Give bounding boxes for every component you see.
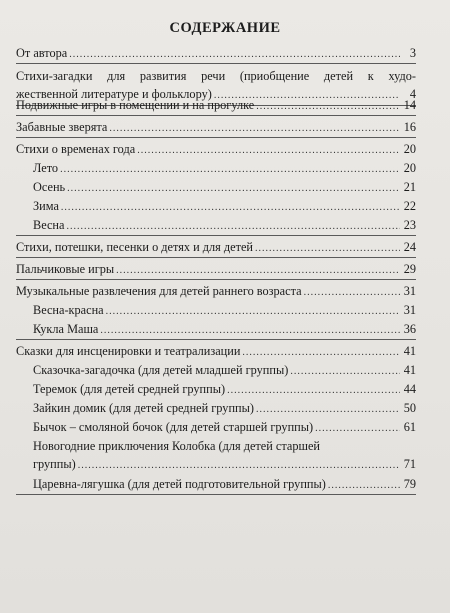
toc-entry-page: 44 xyxy=(403,382,416,396)
dot-leader xyxy=(256,98,400,116)
toc-entry-page: 4 xyxy=(409,87,416,101)
toc-entry[interactable] xyxy=(16,238,416,258)
toc-entry-title: Весна-красна xyxy=(33,303,104,317)
toc-entry-page: 20 xyxy=(403,142,416,156)
toc-entry-title: Сказки для инсценировки и театрализации xyxy=(16,344,241,358)
toc-entry-title: Зима xyxy=(33,199,59,213)
toc-subentry[interactable] xyxy=(33,301,416,321)
divider xyxy=(16,137,416,138)
dot-leader xyxy=(137,142,400,160)
toc-entry-page: 61 xyxy=(403,420,416,434)
dot-leader xyxy=(66,218,400,236)
toc-subentry[interactable] xyxy=(33,418,416,438)
divider xyxy=(16,63,416,64)
toc-entry-title: Пальчиковые игры xyxy=(16,262,115,276)
toc-entry[interactable] xyxy=(16,140,416,160)
toc-entry[interactable] xyxy=(16,96,416,116)
toc-subentry[interactable] xyxy=(33,216,416,236)
toc-entry-page: 36 xyxy=(403,322,416,336)
toc-entry[interactable] xyxy=(16,260,416,280)
toc-entry-title: Зайкин домик (для детей средней группы) xyxy=(33,401,254,415)
dot-leader xyxy=(328,477,400,495)
toc-entry-page: 3 xyxy=(409,46,416,60)
toc-entry-page: 50 xyxy=(403,401,416,415)
divider xyxy=(16,115,416,116)
toc-entry-page: 16 xyxy=(403,120,416,134)
toc-subentry[interactable] xyxy=(33,399,416,419)
dot-leader xyxy=(78,457,400,475)
dot-leader xyxy=(227,382,400,400)
toc-subentry[interactable] xyxy=(33,159,416,179)
toc-entry-page: 23 xyxy=(403,218,416,232)
divider xyxy=(16,257,416,258)
dot-leader xyxy=(61,199,400,217)
toc-entry-title: Подвижные игры в помещении и на прогулке xyxy=(16,98,255,112)
toc-entry-title: От автора xyxy=(16,46,68,60)
dot-leader xyxy=(100,322,400,340)
toc-entry[interactable] xyxy=(16,44,416,64)
toc-entry-title: Теремок (для детей средней группы) xyxy=(33,382,226,396)
toc-entry-page: 21 xyxy=(403,180,416,194)
divider xyxy=(16,235,416,236)
dot-leader xyxy=(69,46,400,64)
toc-entry-title: Царевна-лягушка (для детей подготовительной группы) xyxy=(33,477,326,491)
page-title: СОДЕРЖАНИЕ xyxy=(169,20,281,36)
toc-subentry[interactable] xyxy=(33,178,416,198)
toc-entry-title: Забавные зверята xyxy=(16,120,108,134)
toc-entry-title: Осень xyxy=(33,180,66,194)
toc-entry-title: Музыкальные развлечения для детей раннего возраста xyxy=(16,284,302,298)
toc-subentry[interactable] xyxy=(33,437,416,475)
toc-entry[interactable] xyxy=(16,282,416,302)
toc-entry-page: 24 xyxy=(403,240,416,254)
toc-entry-page: 31 xyxy=(403,303,416,317)
dot-leader xyxy=(242,344,400,362)
toc-entry-title: Стихи о временах года xyxy=(16,142,136,156)
toc-entry-title: жественной литературе и фольклору) xyxy=(16,87,212,101)
dot-leader xyxy=(290,363,400,381)
toc-subentry[interactable] xyxy=(33,361,416,381)
toc-subentry[interactable] xyxy=(33,197,416,217)
dot-leader xyxy=(116,262,400,280)
toc-entry-title: Стихи, потешки, песенки о детях и для детей xyxy=(16,240,253,254)
divider xyxy=(16,494,416,495)
toc-entry-page: 41 xyxy=(403,344,416,358)
toc-entry-title: Сказочка-загадочка (для детей младшей группы) xyxy=(33,363,289,377)
toc-entry-page: 79 xyxy=(403,477,416,491)
toc-entry-page: 41 xyxy=(403,363,416,377)
dot-leader xyxy=(109,120,400,138)
toc-entry-page: 14 xyxy=(403,98,416,112)
toc-entry-title: Бычок – смоляной бочок (для детей старшей группы) xyxy=(33,420,314,434)
toc-entry[interactable] xyxy=(16,118,416,138)
toc-entry-page: 20 xyxy=(403,161,416,175)
divider xyxy=(16,339,416,340)
divider xyxy=(16,279,416,280)
toc-entry-page: 29 xyxy=(403,262,416,276)
toc-entry-title: Лето xyxy=(33,161,59,175)
dot-leader xyxy=(304,284,400,302)
toc-entry-page: 31 xyxy=(403,284,416,298)
dot-leader xyxy=(256,401,400,419)
toc-subentry[interactable] xyxy=(33,380,416,400)
toc-entry-title-line1: Новогодние приключения Колобка (для детей старшей xyxy=(33,439,321,453)
toc-subentry[interactable] xyxy=(33,320,416,340)
toc-entry-page: 22 xyxy=(403,199,416,213)
toc-subentry[interactable] xyxy=(33,475,416,495)
toc-entry-title-line1: Стихи-загадки для развития речи (приобщение детей к худо- xyxy=(16,69,416,83)
dot-leader xyxy=(67,180,400,198)
toc-entry[interactable] xyxy=(16,342,416,362)
dot-leader xyxy=(60,161,400,179)
toc-entry-page: 71 xyxy=(403,457,416,471)
dot-leader xyxy=(315,420,400,438)
dot-leader xyxy=(106,303,400,321)
toc-entry-title: группы) xyxy=(33,457,76,471)
dot-leader xyxy=(255,240,400,258)
toc-entry-title: Кукла Маша xyxy=(33,322,99,336)
toc-entry-title: Весна xyxy=(33,218,65,232)
